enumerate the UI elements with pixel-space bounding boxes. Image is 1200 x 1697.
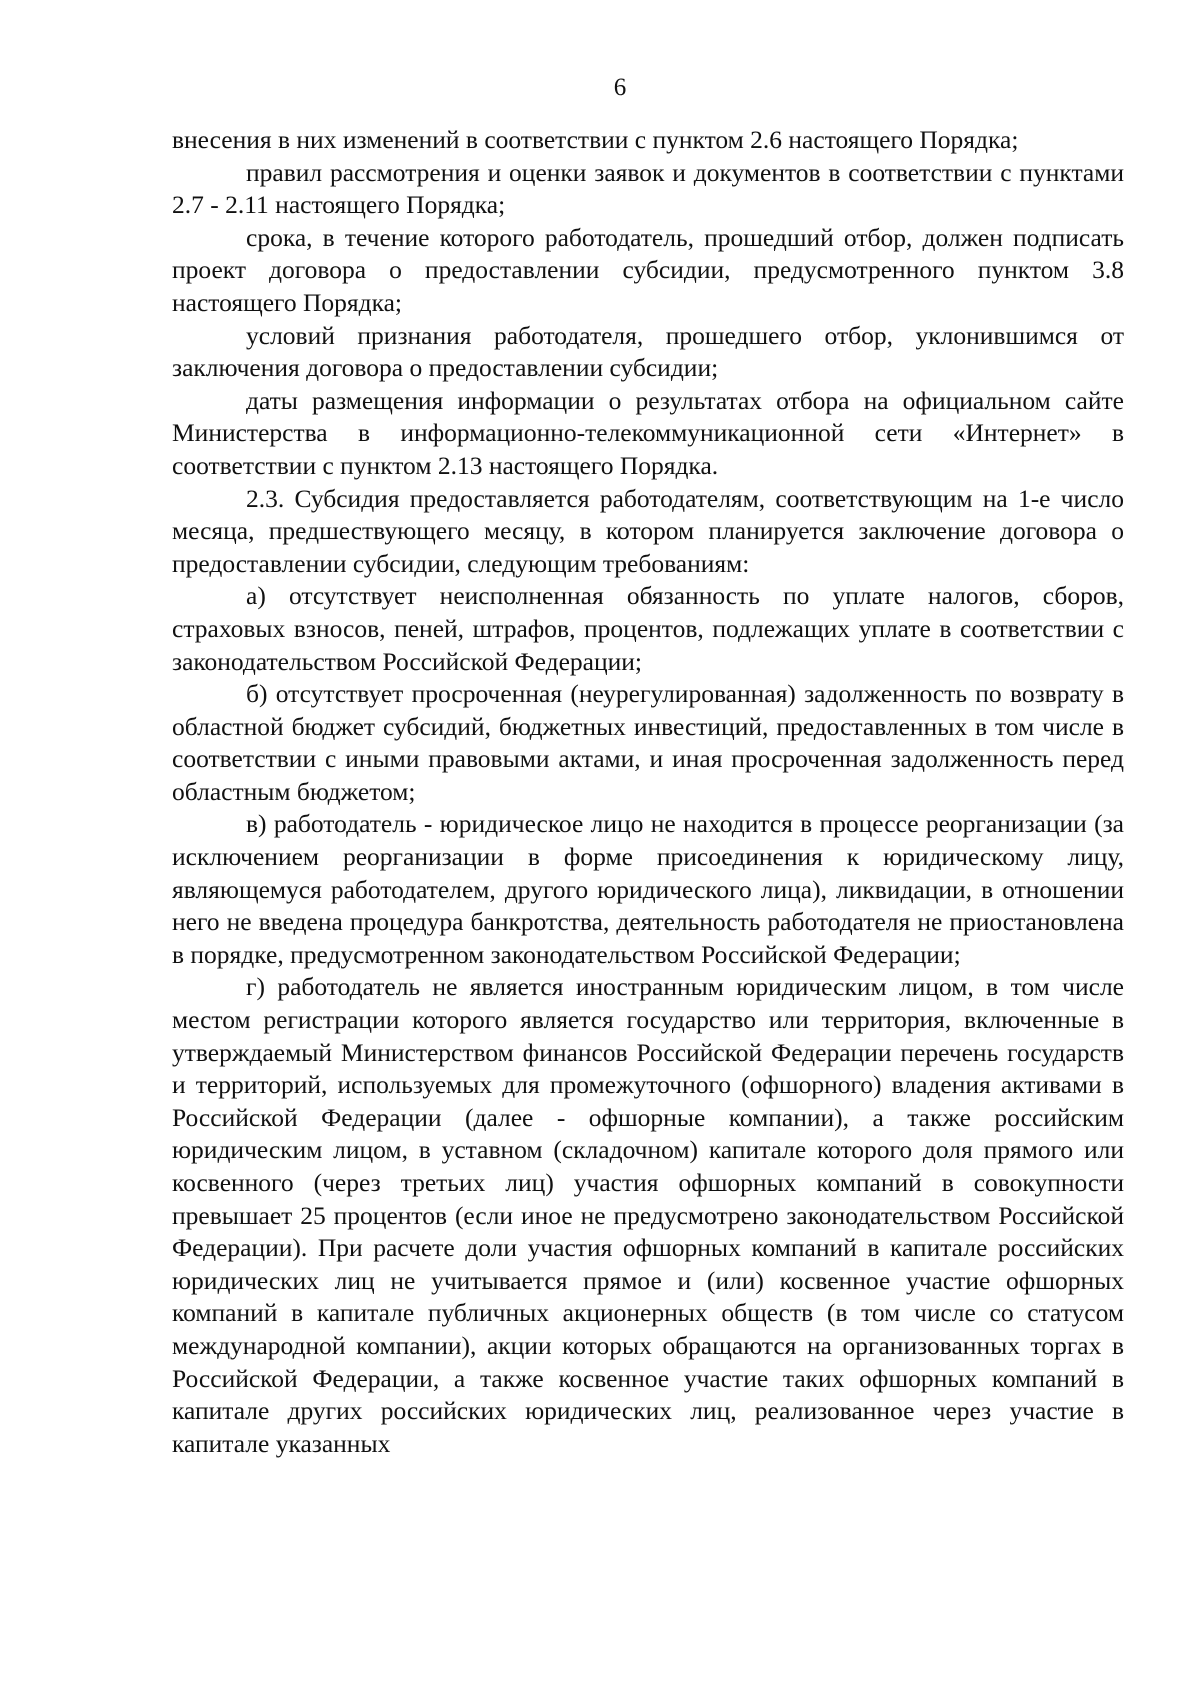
paragraph-5: даты размещения информации о результатах отбора на официальном сайте Министерства в информационно-телекоммуникационной сети «Интернет» в соответствии с пунктом 2.13 настоящего Порядка. (172, 385, 1124, 480)
paragraph-8: б) отсутствует просроченная (неурегулированная) задолженность по возврату в областной бюджет субсидий, бюджетных инвестиций, предоставленных в том числе в соответствии с иными правовыми актами, и иная просроченная задолженность перед областным бюджетом; (172, 679, 1124, 806)
paragraph-9: в) работодатель - юридическое лицо не находится в процессе реорганизации (за исключением реорганизации в форме присоединения к юридическому лицу, являющемуся работодателем, другого юридического лица), ликвидации, в отношении него не введена процедура банкротства, деятельность работодателя не приостановлена в порядке, предусмотренном законодательством Российской Федерации; (172, 809, 1124, 969)
paragraph-6: 2.3. Субсидия предоставляется работодателям, соответствующим на 1-е число месяца, предшествующего месяцу, в котором планируется заключение договора о предоставлении субсидии, следующим требованиям: (172, 483, 1124, 578)
paragraph-4: условий признания работодателя, прошедшего отбор, уклонившимся от заключения договора о предоставлении субсидии; (172, 320, 1124, 383)
paragraph-7: а) отсутствует неисполненная обязанность по уплате налогов, сборов, страховых взносов, пеней, штрафов, процентов, подлежащих уплате в соответствии с законодательством Российской Федерации; (172, 581, 1124, 676)
paragraph-10: г) работодатель не является иностранным юридическим лицом, в том числе местом регистрации которого является государство или территория, включенные в утверждаемый Министерством финансов Российской Федерации перечень государств и территорий, используемых для промежуточного (офшорного) владения активами в Российской Федерации (далее - офшорные компании), а также российским юридическим лицом, в уставном (складочном) капитале которого доля прямого или косвенного (через третьих лиц) участия офшорных компаний в совокупности превышает 25 процентов (если иное не предусмотрено законодательством Российской Федерации). При расчете доли участия офшорных компаний в капитале российских юридических лиц не учитывается прямое и (или) косвенное участие офшорных компаний в капитале публичных акционерных обществ (в том числе со статусом международной компании), акции которых обращаются на организованных торгах в Российской Федерации, а также косвенное участие таких офшорных компаний в капитале других российских юридических лиц, реализованное через участие в капитале указанных (172, 972, 1124, 1458)
page-number: 6 (613, 74, 627, 101)
paragraph-2: правил рассмотрения и оценки заявок и документов в соответствии с пунктами 2.7 - 2.11 настоящего Порядка; (172, 157, 1124, 220)
document-body (172, 124, 1124, 1460)
paragraph-1: внесения в них изменений в соответствии с пунктом 2.6 настоящего Порядка; (172, 125, 1019, 154)
paragraph-3: срока, в течение которого работодатель, прошедший отбор, должен подписать проект договора о предоставлении субсидии, предусмотренного пунктом 3.8 настоящего Порядка; (172, 222, 1124, 317)
